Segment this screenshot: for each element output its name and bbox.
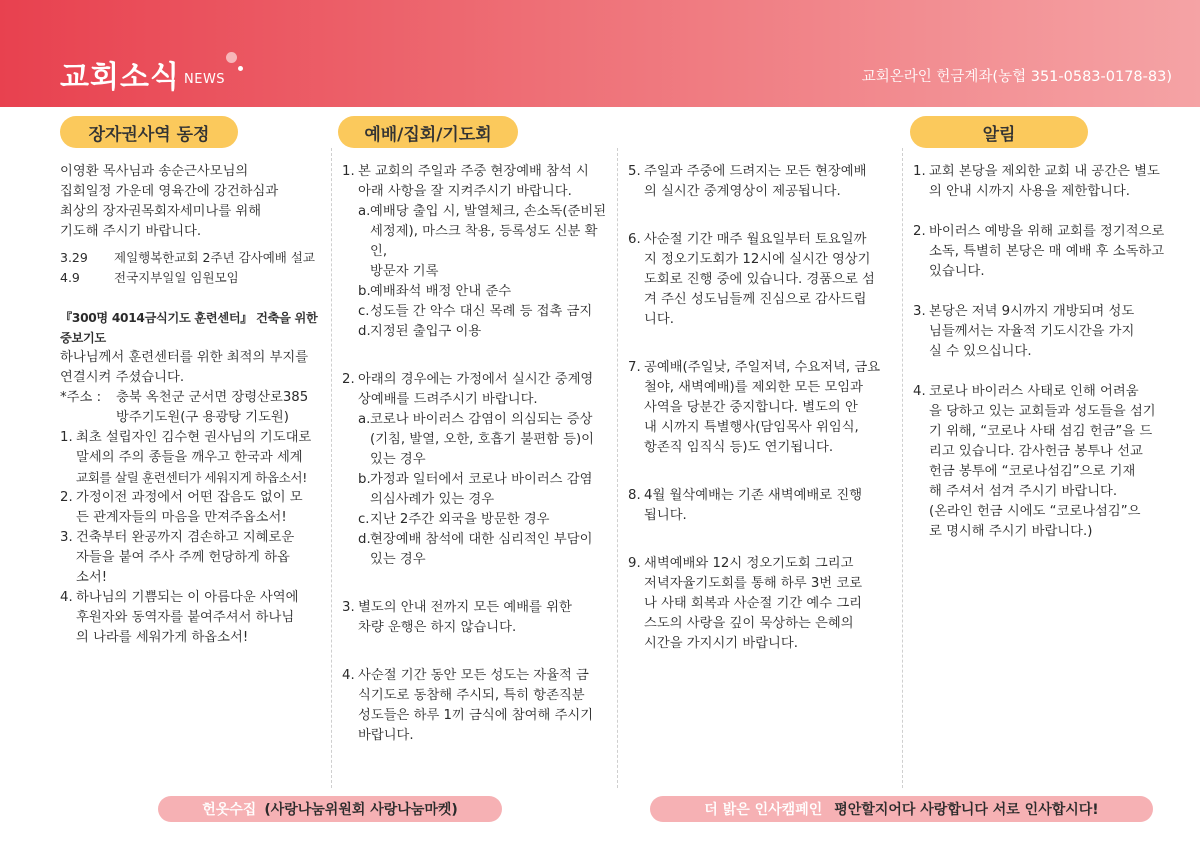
sub-line: 지난 2주간 외국을 방문한 경우 (370, 512, 550, 527)
column-divider (902, 148, 903, 788)
sub-item (358, 322, 610, 342)
item-line: 든 관계자들의 마음을 만져주옵소서! (76, 510, 287, 525)
item-number: 5. (628, 164, 641, 179)
item-number: 1. (60, 430, 73, 445)
item-line: 4월 월삭예배는 기존 새벽예배로 진행 (644, 488, 863, 503)
clothing-collection-text: (사랑나눔위원회 사랑나눔마켓) (264, 802, 458, 818)
event-row (60, 248, 325, 268)
item-line: 아래 사항을 잘 지켜주시기 바랍니다. (358, 184, 572, 199)
sub-item (358, 302, 610, 322)
worship-item (342, 370, 610, 410)
item-line: 아래의 경우에는 가정에서 실시간 중계영 (358, 372, 594, 387)
item-number: 8. (628, 488, 641, 503)
item-line: 스도의 사랑을 깊이 묵상하는 은혜의 (644, 616, 854, 631)
item-line: 코로나 바이러스 사태로 인해 어려움 (929, 384, 1139, 399)
greeting-campaign-text: 평안할지어다 사랑합니다 서로 인사합시다! (834, 802, 1099, 818)
item-line: 있습니다. (929, 264, 985, 279)
item-number: 1. (342, 164, 355, 179)
sub-line: 현장예배 참석에 대한 심리적인 부담이 (370, 532, 593, 547)
item-line: 님들께서는 자율적 기도시간을 가지 (929, 324, 1135, 339)
item-line: 하나님의 기쁨되는 이 아름다운 사역에 (76, 590, 299, 605)
sub-item (358, 470, 610, 510)
news-label: NEWS (184, 72, 226, 87)
sub-line: (기침, 발열, 오한, 호흡기 불편함 등)이 (370, 432, 595, 447)
sub-line: 방문자 기록 (370, 264, 439, 279)
event-text: 전국지부일일 임원모임 (114, 270, 239, 285)
prayer-item (60, 588, 325, 648)
item-line: 최초 설립자인 김수현 권사님의 기도대로 (76, 430, 312, 445)
sub-line: 지정된 출입구 이용 (370, 324, 482, 339)
item-line: 됩니다. (644, 508, 687, 523)
item-line: 의 안내 시까지 사용을 제한합니다. (929, 184, 1130, 199)
decor-dot-large (226, 52, 237, 63)
item-line: 리고 있습니다. 감사헌금 봉투나 선교 (929, 444, 1143, 459)
item-line: 저녁자율기도회를 통해 하루 3번 코로 (644, 576, 863, 591)
sub-line: 있는 경우 (370, 552, 426, 567)
worship-column-continued (628, 162, 896, 654)
item-number: 4. (342, 668, 355, 683)
item-line: 별도의 안내 전까지 모든 예배를 위한 (358, 600, 572, 615)
item-line: 소독, 특별히 본당은 매 예배 후 소독하고 (929, 244, 1165, 259)
item-line: 니다. (644, 312, 674, 327)
item-number: 4. (60, 590, 73, 605)
sub-key: c. (358, 304, 370, 319)
item-line: 시간을 가지시기 바랍니다. (644, 636, 798, 651)
intro-line: 이영환 목사님과 송순근사모님의 (60, 164, 249, 179)
sub-line: 성도들 간 악수 대신 목례 등 접촉 금지 (370, 304, 593, 319)
event-date: 3.29 (60, 250, 88, 265)
item-line: 기 위해, “코로나 사태 섬김 헌금”을 드 (929, 424, 1153, 439)
section-title-notice: 알림 (910, 116, 1088, 148)
item-line: 상예배를 드려주시기 바랍니다. (358, 392, 538, 407)
notice-item (913, 162, 1178, 202)
notice-column (913, 162, 1178, 542)
item-line: 본당은 저녁 9시까지 개방되며 성도 (929, 304, 1135, 319)
prayer-item (60, 428, 325, 488)
section-title-worship: 예배/집회/기도회 (338, 116, 518, 148)
sub-key: d. (358, 532, 371, 547)
address-row (60, 388, 325, 408)
item-line: 의 실시간 중계영상이 제공됩니다. (644, 184, 841, 199)
item-number: 6. (628, 232, 641, 247)
item-line: 로 명시해 주시기 바랍니다.) (929, 524, 1093, 539)
sub-item (358, 530, 610, 570)
sub-key: a. (358, 204, 371, 219)
sub-line: 세정제), 마스크 착용, 등록성도 신분 확인, (370, 224, 598, 259)
greeting-campaign-label: 더 밝은 인사캠페인 (704, 802, 823, 818)
address-label: *주소 : (60, 390, 102, 405)
center-desc-line: 연결시켜 주셨습니다. (60, 370, 185, 385)
intro-line: 최상의 장자권목회자세미나를 위해 (60, 204, 262, 219)
address-line: 방주기도원(구 용광탕 기도원) (116, 410, 289, 425)
clothing-collection-label: 헌옷수집 (202, 802, 257, 818)
event-row (60, 268, 325, 288)
greeting-campaign-banner (650, 796, 1153, 822)
sub-line: 있는 경우 (370, 452, 426, 467)
item-line: 바이러스 예방을 위해 교회를 정기적으로 (929, 224, 1165, 239)
item-line: 의 나라를 세워가게 하옵소서! (76, 630, 249, 645)
prayer-item (60, 528, 325, 588)
item-number: 4. (913, 384, 926, 399)
item-line: 자들을 붙여 주사 주께 헌당하게 하옵 (76, 550, 290, 565)
item-line: 사순절 기간 동안 모든 성도는 자율적 금 (358, 668, 589, 683)
item-line: 가정이전 과정에서 어떤 잡음도 없이 모 (76, 490, 303, 505)
ministry-column (60, 162, 325, 648)
address-line: 충북 옥천군 군서면 장령산로385 (116, 390, 309, 405)
sub-line: 코로나 바이러스 감염이 의심되는 증상 (370, 412, 593, 427)
prayer-item (60, 488, 325, 528)
item-line: 성도들은 하루 1끼 금식에 참여해 주시기 (358, 708, 594, 723)
column-divider (331, 148, 332, 788)
item-number: 2. (60, 490, 73, 505)
section-title-ministry: 장자권사역 동정 (60, 116, 238, 148)
worship-item (628, 162, 896, 202)
event-text: 제일행복한교회 2주년 감사예배 설교 (114, 250, 315, 265)
item-line: 해 주셔서 섬겨 주시기 바랍니다. (929, 484, 1118, 499)
item-line: 후원자와 동역자를 붙여주셔서 하나님 (76, 610, 295, 625)
item-line: 헌금 봉투에 “코로나섬김”으로 기재 (929, 464, 1136, 479)
notice-item (913, 222, 1178, 282)
item-number: 2. (342, 372, 355, 387)
notice-item (913, 382, 1178, 542)
sub-item (358, 282, 610, 302)
item-line: 항존직 임직식 등)도 연기됩니다. (644, 440, 834, 455)
item-line: 철야, 새벽예배)를 제외한 모든 모임과 (644, 380, 863, 395)
item-number: 7. (628, 360, 641, 375)
item-line: 교회 본당을 제외한 교회 내 공간은 별도 (929, 164, 1160, 179)
item-line: 을 당하고 있는 교회들과 성도들을 섬기 (929, 404, 1156, 419)
item-number: 3. (913, 304, 926, 319)
column-divider (617, 148, 618, 788)
item-line: 본 교회의 주일과 주중 현장예배 참석 시 (358, 164, 589, 179)
item-line: 나 사태 회복과 사순절 기간 예수 그리 (644, 596, 863, 611)
item-number: 2. (913, 224, 926, 239)
sub-key: b. (358, 284, 371, 299)
item-line: 지 정오기도회가 12시에 실시간 영상기 (644, 252, 871, 267)
worship-item (628, 358, 896, 458)
clothing-collection-banner (158, 796, 502, 822)
item-line: 차량 운행은 하지 않습니다. (358, 620, 517, 635)
worship-item (342, 598, 610, 638)
sub-key: b. (358, 472, 371, 487)
item-line: 건축부터 완공까지 겸손하고 지혜로운 (76, 530, 295, 545)
sub-key: d. (358, 324, 371, 339)
event-date: 4.9 (60, 270, 80, 285)
item-line: 사역을 당분간 중지합니다. 별도의 안 (644, 400, 858, 415)
worship-item (628, 554, 896, 654)
item-line: (온라인 헌금 시에도 “코로나섬김”으 (929, 504, 1141, 519)
notice-item (913, 302, 1178, 362)
intro-line: 기도해 주시기 바랍니다. (60, 224, 202, 239)
center-desc-line: 하나님께서 훈련센터를 위한 최적의 부지를 (60, 350, 309, 365)
item-line: 새벽예배와 12시 정오기도회 그리고 (644, 556, 854, 571)
item-line: 내 시까지 특별행사(담임목사 위임식, (644, 420, 859, 435)
sub-key: a. (358, 412, 371, 427)
sub-line: 가정과 일터에서 코로나 바이러스 감염 (370, 472, 593, 487)
item-number: 3. (342, 600, 355, 615)
item-line: 식기도로 동참해 주시되, 특히 항존직분 (358, 688, 585, 703)
item-number: 1. (913, 164, 926, 179)
worship-item (628, 486, 896, 526)
sub-line: 예배좌석 배정 안내 준수 (370, 284, 512, 299)
worship-column (342, 162, 610, 746)
worship-item (628, 230, 896, 330)
item-line: 실 수 있으십니다. (929, 344, 1032, 359)
item-line: 소서! (76, 570, 108, 585)
sub-line: 의심사례가 있는 경우 (370, 492, 495, 507)
item-line: 공예배(주일낮, 주일저녁, 수요저녁, 금요 (644, 360, 881, 375)
offering-account: 교회온라인 헌금계좌(농협 351-0583-0178-83) (861, 69, 1172, 85)
item-line: 말세의 주의 종들을 깨우고 한국과 세계 (76, 450, 303, 465)
item-line: 교회를 살릴 훈련센터가 세워지게 하옵소서! (76, 470, 307, 485)
worship-item (342, 162, 610, 202)
page-title: 교회소식 (60, 60, 180, 95)
decor-dot-small (238, 66, 243, 71)
sub-item (358, 202, 610, 282)
item-line: 사순절 기간 매주 월요일부터 토요일까 (644, 232, 867, 247)
sub-line: 예배당 출입 시, 발열체크, 손소독(준비된 (370, 204, 607, 219)
item-line: 바랍니다. (358, 728, 414, 743)
prayer-center-title: 『300명 4014금식기도 훈련센터』 건축을 위한 중보기도 (60, 311, 318, 345)
item-number: 9. (628, 556, 641, 571)
intro-line: 집회일정 가운데 영육간에 강건하심과 (60, 184, 279, 199)
worship-item (342, 666, 610, 746)
item-line: 도회로 진행 중에 있습니다. 경품으로 섬 (644, 272, 875, 287)
item-number: 3. (60, 530, 73, 545)
item-line: 주일과 주중에 드려지는 모든 현장예배 (644, 164, 867, 179)
sub-item (358, 410, 610, 470)
sub-key: c. (358, 512, 370, 527)
sub-item (358, 510, 610, 530)
item-line: 겨 주신 성도님들께 진심으로 감사드립 (644, 292, 867, 307)
header-banner (0, 0, 1200, 107)
